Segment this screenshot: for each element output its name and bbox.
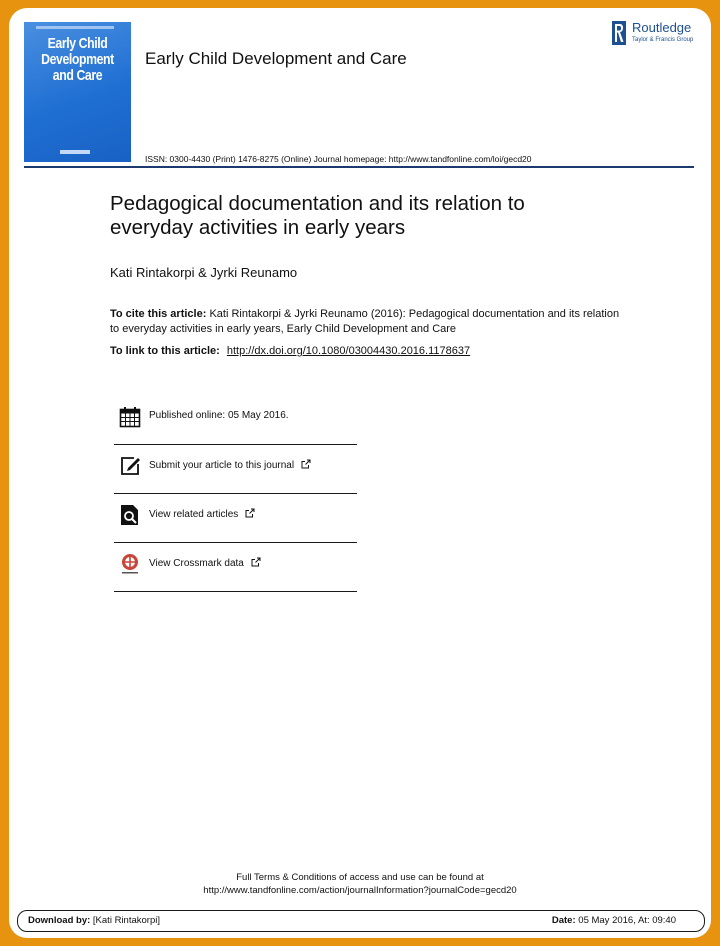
journal-title: Early Child Development and Care bbox=[145, 49, 407, 68]
publisher-subtitle: Taylor & Francis Group bbox=[632, 37, 694, 43]
external-link-icon bbox=[251, 557, 261, 567]
cover-title: Early Child Development and Care bbox=[41, 35, 114, 84]
article-link bbox=[110, 345, 470, 357]
calendar-icon bbox=[119, 406, 141, 428]
published-online-row bbox=[114, 396, 357, 445]
date-value: 05 May 2016, At: 09:40 bbox=[578, 915, 676, 926]
article-authors: Kati Rintakorpi & Jyrki Reunamo bbox=[110, 265, 298, 280]
download-label: Download by: bbox=[28, 915, 91, 926]
document-page bbox=[9, 8, 711, 938]
search-document-icon bbox=[119, 504, 141, 526]
publisher-logo bbox=[612, 20, 702, 50]
article-title: Pedagogical documentation and its relation to everyday activities in early years bbox=[110, 192, 525, 239]
cover-top-bar bbox=[36, 26, 114, 29]
header-divider bbox=[24, 166, 694, 168]
download-value: [Kati Rintakorpi] bbox=[92, 915, 160, 926]
terms-footer bbox=[9, 871, 711, 897]
download-by bbox=[28, 915, 160, 926]
submit-article-row[interactable] bbox=[114, 445, 357, 494]
journal-cover-image bbox=[24, 22, 131, 162]
cite-label: To cite this article: bbox=[110, 308, 207, 320]
submit-article-link[interactable]: Submit your article to this journal bbox=[149, 460, 295, 471]
cite-text: Kati Rintakorpi & Jyrki Reunamo (2016): Pedagogical documentation and its relation to everyday activities in early years, Early Child Development and Care bbox=[110, 308, 620, 335]
link-label: To link to this article: bbox=[110, 345, 220, 357]
issn-line: ISSN: 0300-4430 (Print) 1476-8275 (Online) Journal homepage: http://www.tandfonline.com/loi/gecd20 bbox=[145, 154, 532, 164]
crossmark-row[interactable] bbox=[114, 543, 357, 592]
download-info-bar bbox=[17, 910, 705, 932]
terms-line-2[interactable]: http://www.tandfonline.com/action/journalInformation?journalCode=gecd20 bbox=[203, 885, 517, 896]
external-link-icon bbox=[245, 508, 255, 518]
download-date bbox=[552, 915, 676, 926]
doi-link[interactable]: http://dx.doi.org/10.1080/03004430.2016.1178637 bbox=[226, 345, 471, 357]
routledge-logo-icon bbox=[612, 21, 626, 45]
external-link-icon bbox=[301, 459, 311, 469]
citation bbox=[110, 307, 630, 337]
article-actions bbox=[114, 396, 357, 592]
related-articles-row[interactable] bbox=[114, 494, 357, 543]
cover-publisher-logo bbox=[60, 150, 90, 154]
publisher-name: Routledge bbox=[632, 20, 692, 35]
related-articles-link[interactable]: View related articles bbox=[149, 509, 239, 520]
crossmark-icon bbox=[119, 553, 141, 575]
terms-line-1: Full Terms & Conditions of access and use can be found at bbox=[236, 872, 484, 883]
date-label: Date: bbox=[551, 915, 576, 926]
published-online-label: Published online: 05 May 2016. bbox=[149, 410, 289, 421]
edit-icon bbox=[119, 455, 141, 477]
crossmark-link[interactable]: View Crossmark data bbox=[149, 558, 244, 569]
